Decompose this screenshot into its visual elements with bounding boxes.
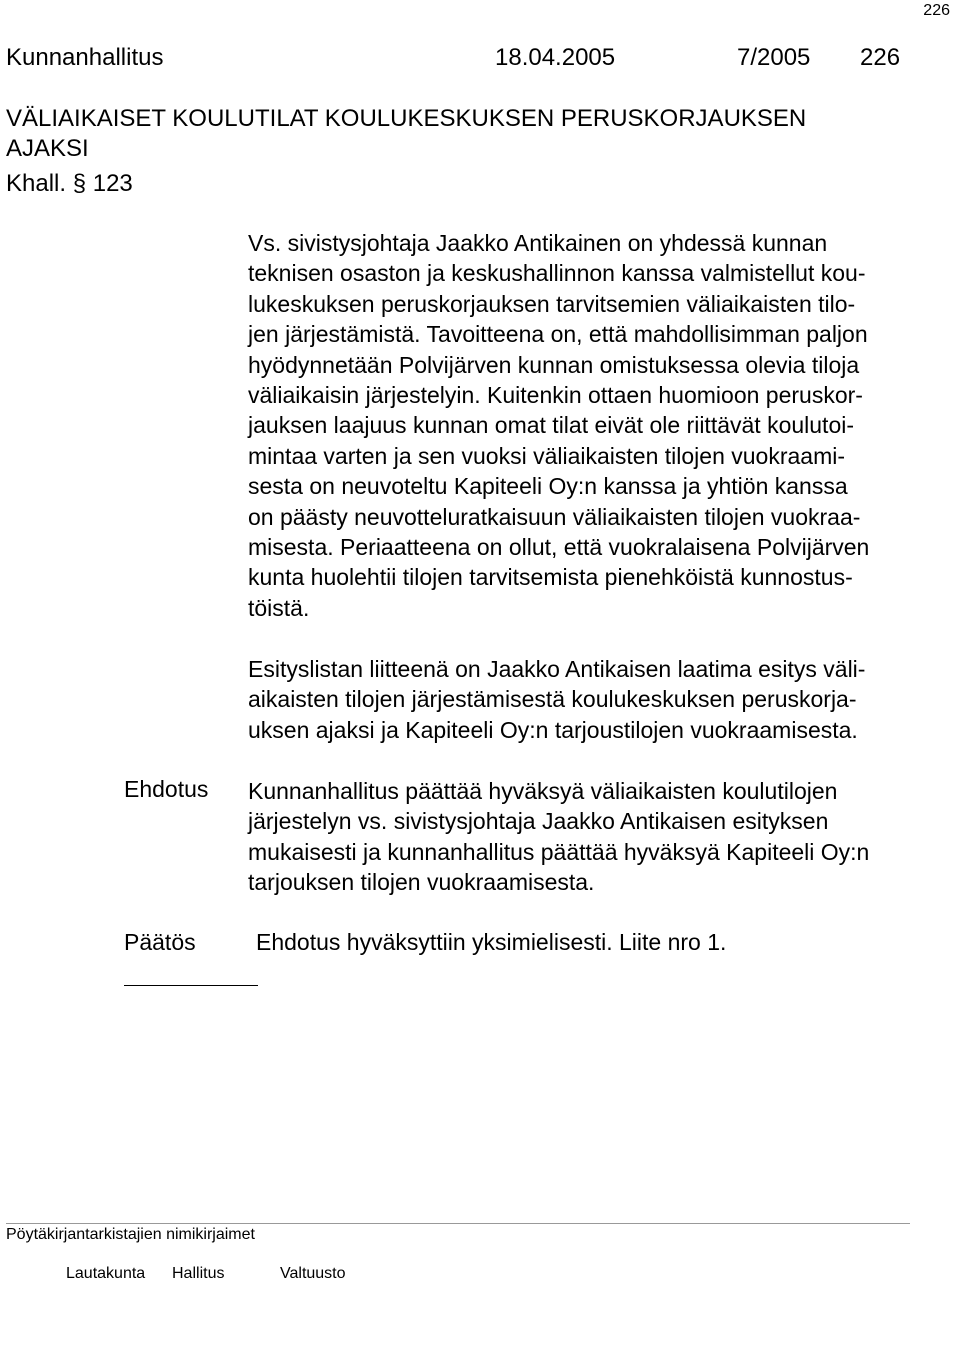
paragraph-line: misesta. Periaatteena on ollut, että vuokralaisena Polvijärven xyxy=(248,534,870,561)
signatures-label: Pöytäkirjantarkistajien nimikirjaimet xyxy=(6,1226,255,1243)
paragraph-line: järjestelyn vs. sivistysjohtaja Jaakko Antikaisen esityksen xyxy=(248,808,829,835)
decision-underline xyxy=(124,985,258,986)
proposal-label: Ehdotus xyxy=(124,776,209,802)
paragraph-line: jen järjestämistä. Tavoitteena on, että mahdollisimman paljon xyxy=(248,321,868,348)
paragraph-line: jauksen laajuus kunnan omat tilat eivät ole riittävät koulutoi- xyxy=(248,412,855,439)
paragraph-line: sesta on neuvoteltu Kapiteeli Oy:n kanssa ja yhtiön kanssa xyxy=(248,473,848,500)
paragraph-line: Esityslistan liitteenä on Jaakko Antikaisen laatima esitys väli- xyxy=(248,656,866,682)
footer-column-hallitus: Hallitus xyxy=(172,1265,225,1282)
paragraph-line: mukaisesti ja kunnanhallitus päättää hyväksyä Kapiteeli Oy:n xyxy=(248,838,870,865)
paragraph-line: Kunnanhallitus päättää hyväksyä väliaikaisten koulutilojen xyxy=(248,778,838,804)
decision-label: Päätös xyxy=(124,929,196,955)
paragraph-line: uksen ajaksi ja Kapiteeli Oy:n tarjoustilojen vuokraamisesta. xyxy=(248,716,858,743)
body-paragraph-1 xyxy=(248,228,869,623)
signature-divider xyxy=(6,1223,910,1224)
page-number: 226 xyxy=(923,2,950,19)
paragraph-line: hyödynnetään Polvijärven kunnan omistuksessa olevia tiloja xyxy=(248,351,860,378)
paragraph-line: mintaa varten ja sen vuoksi väliaikaisten tilojen vuokraami- xyxy=(248,442,846,469)
footer-column-lautakunta: Lautakunta xyxy=(66,1265,146,1282)
title-line-2: AJAKSI xyxy=(6,135,89,162)
paragraph-line: Vs. sivistysjohtaja Jaakko Antikainen on yhdessä kunnan xyxy=(248,230,828,256)
paragraph-line: lukeskuksen peruskorjauksen tarvitsemien väliaikaisten tilo- xyxy=(248,290,856,317)
paragraph-line: väliaikaisin järjestelyin. Kuitenkin ottaen huomioon peruskor- xyxy=(248,382,863,409)
paragraph-line: töistä. xyxy=(248,594,310,621)
header-page: 226 xyxy=(860,44,901,71)
document-title xyxy=(6,104,806,164)
decision-text: Ehdotus hyväksyttiin yksimielisesti. Liite nro 1. xyxy=(256,929,727,955)
paragraph-line: teknisen osaston ja keskushallinnon kanssa valmistellut kou- xyxy=(248,260,866,287)
section-reference: Khall. § 123 xyxy=(6,170,133,197)
paragraph-line: on päästy neuvotteluratkaisuun väliaikaisten tilojen vuokraa- xyxy=(248,503,861,530)
header-date: 18.04.2005 xyxy=(495,44,616,71)
proposal-text xyxy=(248,776,869,898)
header-meeting: 7/2005 xyxy=(737,44,811,71)
title-line-1: VÄLIAIKAISET KOULUTILAT KOULUKESKUKSEN PERUSKORJAUKSEN xyxy=(6,105,807,132)
body-paragraph-2 xyxy=(248,654,865,745)
header-body: Kunnanhallitus xyxy=(6,44,164,71)
paragraph-line: tarjouksen tilojen vuokraamisesta. xyxy=(248,869,595,896)
paragraph-line: aikaisten tilojen järjestämisestä koulukeskuksen peruskorja- xyxy=(248,686,857,713)
paragraph-line: kunta huolehtii tilojen tarvitsemista pienehköistä kunnostus- xyxy=(248,564,853,591)
footer-column-valtuusto: Valtuusto xyxy=(280,1265,346,1282)
